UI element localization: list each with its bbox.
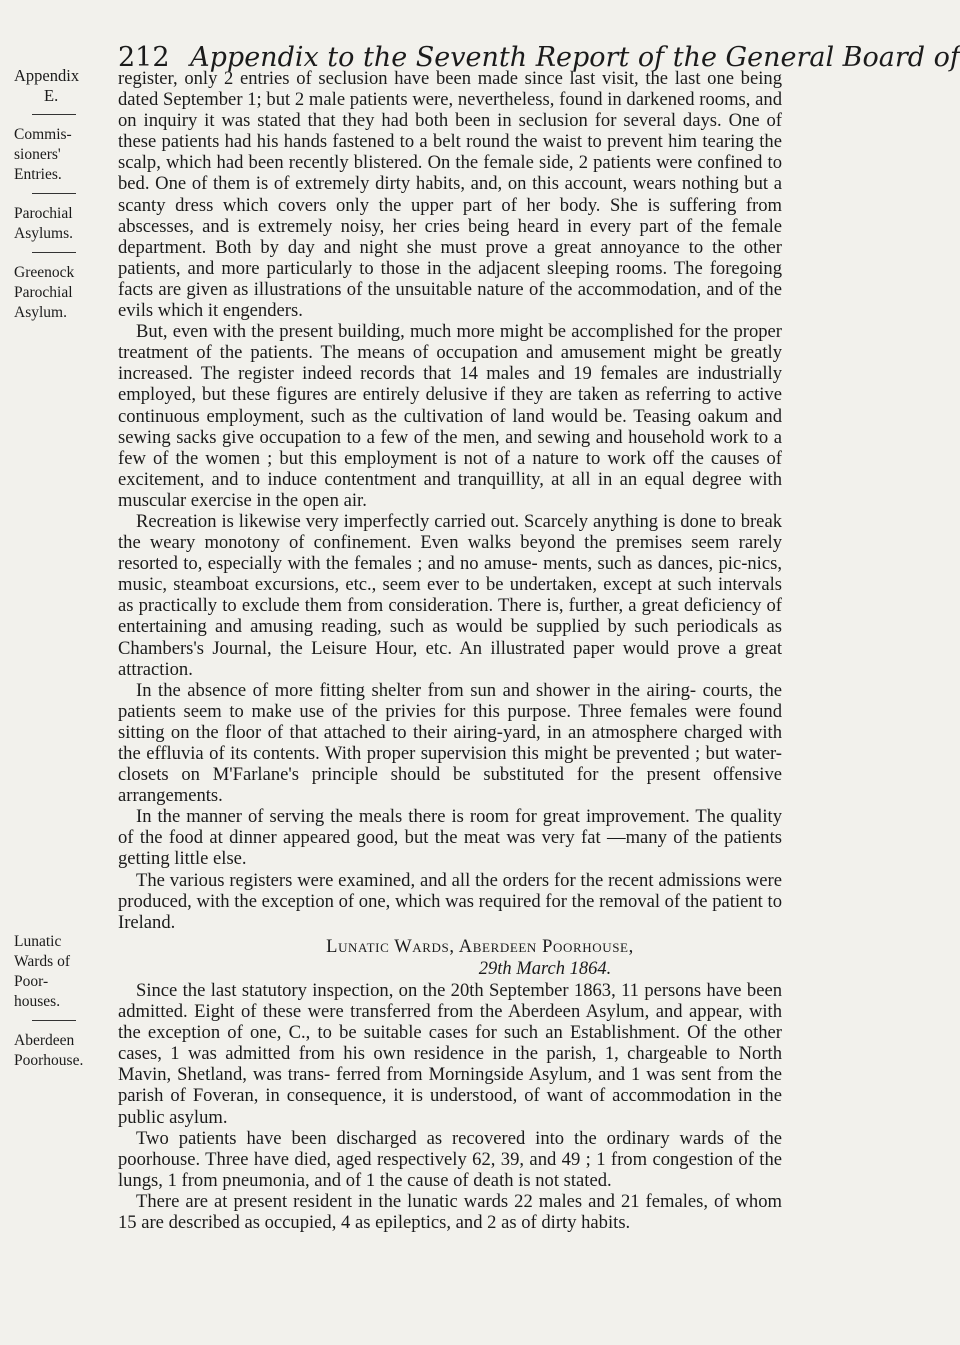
paragraph: register, only 2 entries of seclusion have been made since last visit, the last one being dated September 1; but 2 male patients were, nevertheless, found in darkened rooms, and on inquiry it was stated that they had both been in seclusion for several days. One of these patients had his hands fastened to a belt round the waist to prevent him tearing the scalp, which had been recently blistered. On the female side, 2 patients were confined to bed. One of them is of extremely dirty habits, and, on this account, wears nothing but a scanty dress which covers only the upper part of her body. She is suffering from abscesses, and is extremely noisy, her cries being heard in every part of the female department. Both by day and night she must prove a great annoyance to the other patients, and more particularly to those in the adjacent sleeping rooms. The foregoing facts are given as illustrations of the unsuitable nature of the accommodation, and of the evils which it engenders. (118, 68, 782, 322)
margin-note-appendix: Appendix E. (14, 66, 80, 105)
margin-notes-lower (14, 932, 106, 1071)
margin-note-parochial: Parochial Asylums. (14, 205, 73, 242)
paragraph: The various registers were examined, and all the orders for the recent admissions were produced, with the exception of one, which was required for the removal of the patient to Ireland. (118, 869, 782, 933)
section-greenock-text (118, 68, 782, 933)
margin-rule (32, 1020, 76, 1021)
margin-rule (32, 252, 76, 253)
margin-note-commissioners: Commis- sioners' Entries. (14, 126, 72, 183)
margin-note-lunatic-wards: Lunatic Wards of Poor- houses. (14, 933, 70, 1010)
margin-rule (32, 193, 76, 194)
running-title: Appendix to the Seventh Report of the General Board of (190, 42, 960, 73)
section-title: Lunatic Wards, Aberdeen Poorhouse, (326, 937, 634, 957)
paragraph: Since the last statutory inspection, on the 20th September 1863, 11 persons have been admitted. Eight of these were transferred from the Aberdeen Asylum, and appear, with the exception of one, C., to be suitable cases for such an Establishment. Of the other cases, 1 was admitted from his own residence in the parish, 1, chargeable to North Mavin, Shetland, was trans- ferred from Morningside Asylum, and 1 was sent from the parish of Foveran, in consequence, it is understood, of want of accommodation in the public asylum. (118, 980, 782, 1128)
margin-notes-top (14, 66, 106, 323)
margin-note-greenock: Greenock Parochial Asylum. (14, 264, 75, 321)
paragraph: But, even with the present building, much more might be accomplished for the proper treatment of the patients. The means of occupation and amusement might be greatly increased. The register indeed records that 14 males and 19 females are industrially employed, but these figures are entirely delusive if they are taken as referring to active continuous employment, such as the cultivation of land would be. Teasing oakum and sewing sacks give occupation to a few of the men, and sewing and household work to a few of the women ; but this employment is not of a nature to work off the causes of excitement, and to induce contentment and tranquillity, at all in an equal degree with muscular exercise in the open air. (118, 321, 782, 511)
paragraph: In the manner of serving the meals there is room for great improvement. The quality of the food at dinner appeared good, but the meat was very fat —many of the patients getting little else. (118, 806, 782, 870)
section-aberdeen-text (118, 936, 782, 1233)
margin-note-aberdeen: Aberdeen Poorhouse. (14, 1032, 84, 1069)
paragraph: In the absence of more fitting shelter from sun and shower in the airing- courts, the patients seem to make use of the privies for this purpose. Three females were found sitting on the floor of that attached to their airing-yard, in an atmosphere charged with the effluvia of its contents. With proper supervision this might be prevented ; but water-closets on M'Farlane's principle should be substituted for the present offensive arrangements. (118, 679, 782, 807)
paragraph: There are at present resident in the lunatic wards 22 males and 21 females, of whom 15 are described as occupied, 4 as epileptics, and 2 as of dirty habits. (118, 1190, 782, 1234)
page-number: 212 (118, 42, 170, 73)
paragraph: Recreation is likewise very imperfectly carried out. Scarcely anything is done to break the weary monotony of confinement. Even walks beyond the premises seem rarely resorted to, especially with the females ; and no amuse- ments, such as dances, pic-nics, music, steamboat excursions, etc., seem ever to be undertaken, except at such intervals as practically to exclude them from consideration. There is, further, a great deficiency of entertaining and amusing reading, such as would be supplied by such periodicals as Chambers's Journal, the Leisure Hour, etc. An illustrated paper would prove a great attraction. (118, 510, 782, 680)
section-heading (178, 936, 782, 980)
margin-rule (32, 114, 76, 115)
paragraph: Two patients have been discharged as recovered into the ordinary wards of the poorhouse. Three have died, aged respectively 62, 39, and 49 ; 1 from congestion of the lungs, 1 from pneumonia, and of 1 the cause of death is not stated. (118, 1127, 782, 1191)
section-date: 29th March 1864. (478, 959, 612, 979)
